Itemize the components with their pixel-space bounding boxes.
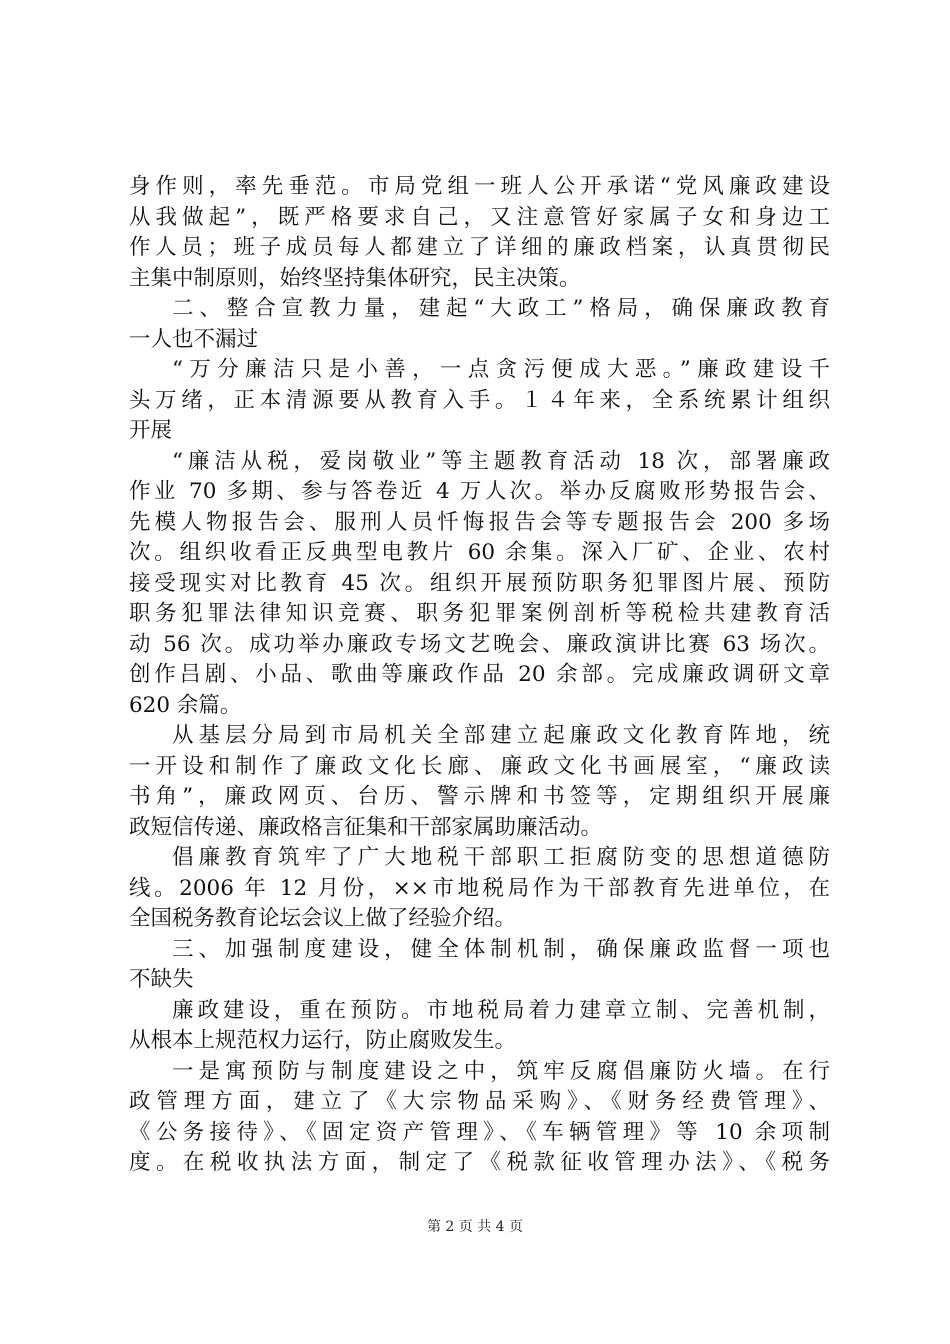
text-line: 一是寓预防与制度建设之中，筑牢反腐倡廉防火墙。在行: [172, 1058, 830, 1084]
text-line: 身作则，率先垂范。市局党组一班人公开承诺“党风廉政建设: [129, 174, 830, 199]
text-line: 先模人物报告会、服刑人员忏悔报告会等专题报告会 200 多场: [129, 509, 830, 535]
text-line: 作人员；班子成员每人都建立了详细的廉政档案，认真贯彻民: [129, 235, 830, 260]
text-line: 廉政建设，重在预防。市地税局着力建章立制、完善机制，: [172, 997, 830, 1023]
text-line: 动 56 次。成功举办廉政专场文艺晚会、廉政演讲比赛 63 场次。: [129, 631, 830, 657]
text-line: 线。2006 年 12 月份，××市地税局作为干部教育先进单位，在: [129, 875, 830, 901]
text-line: 创作吕剧、小品、歌曲等廉政作品 20 余部。完成廉政调研文章: [129, 662, 830, 687]
text-line: 一人也不漏过: [129, 326, 259, 352]
text-line: 全国税务教育论坛会议上做了经验介绍。: [129, 906, 517, 931]
text-line: 620 余篇。: [129, 692, 242, 718]
text-line: 头万绪，正本清源要从教育入手。１４年来，全系统累计组织: [129, 387, 830, 413]
document-body: [129, 172, 830, 1179]
text-line: 三、加强制度建设，健全体制机制，确保廉政监督一项也: [172, 936, 830, 962]
text-line: 二、整合宣教力量，建起“大政工”格局，确保廉政教育: [172, 296, 830, 321]
text-line: 从基层分局到市局机关全部建立起廉政文化教育阵地，统: [172, 723, 830, 748]
text-line: 从我做起”，既严格要求自己，又注意管好家属子女和身边工: [129, 204, 830, 230]
text-line: 接受现实对比教育 45 次。组织开展预防职务犯罪图片展、预防: [129, 570, 830, 596]
text-line: 职务犯罪法律知识竞赛、职务犯罪案例剖析等税检共建教育活: [129, 601, 830, 626]
text-line: 倡廉教育筑牢了广大地税干部职工拒腐防变的思想道德防: [172, 845, 830, 870]
text-line: 书角”，廉政网页、台历、警示牌和书签等，定期组织开展廉: [129, 784, 830, 809]
text-line: 不缺失: [129, 967, 194, 992]
page-footer: 第 2 页 共 4 页: [426, 1219, 524, 1235]
text-line: “万分廉洁只是小善，一点贪污便成大恶。”廉政建设千: [172, 357, 830, 382]
text-line: 作业 70 多期、参与答卷近 4 万人次。举办反腐败形势报告会、: [129, 479, 830, 504]
text-line: 一开设和制作了廉政文化长廊、廉政文化书画展室，“廉政读: [129, 753, 830, 779]
text-line: 政管理方面，建立了《大宗物品采购》、《财务经费管理》、: [129, 1089, 830, 1114]
text-line: “廉洁从税，爱岗敬业”等主题教育活动 18 次，部署廉政: [172, 448, 830, 474]
text-line: 次。组织收看正反典型电教片 60 余集。深入厂矿、企业、农村: [129, 540, 830, 565]
text-line: 度。在税收执法方面，制定了《税款征收管理办法》、《税务: [129, 1150, 830, 1175]
text-line: 《公务接待》、《固定资产管理》、《车辆管理》等 10 余项制: [129, 1119, 830, 1145]
text-line: 开展: [129, 418, 173, 443]
text-line: 从根本上规范权力运行，防止腐败发生。: [129, 1028, 517, 1053]
text-line: 主集中制原则，始终坚持集体研究，民主决策。: [129, 265, 581, 291]
text-line: 政短信传递、廉政格言征集和干部家属助廉活动。: [129, 814, 603, 840]
